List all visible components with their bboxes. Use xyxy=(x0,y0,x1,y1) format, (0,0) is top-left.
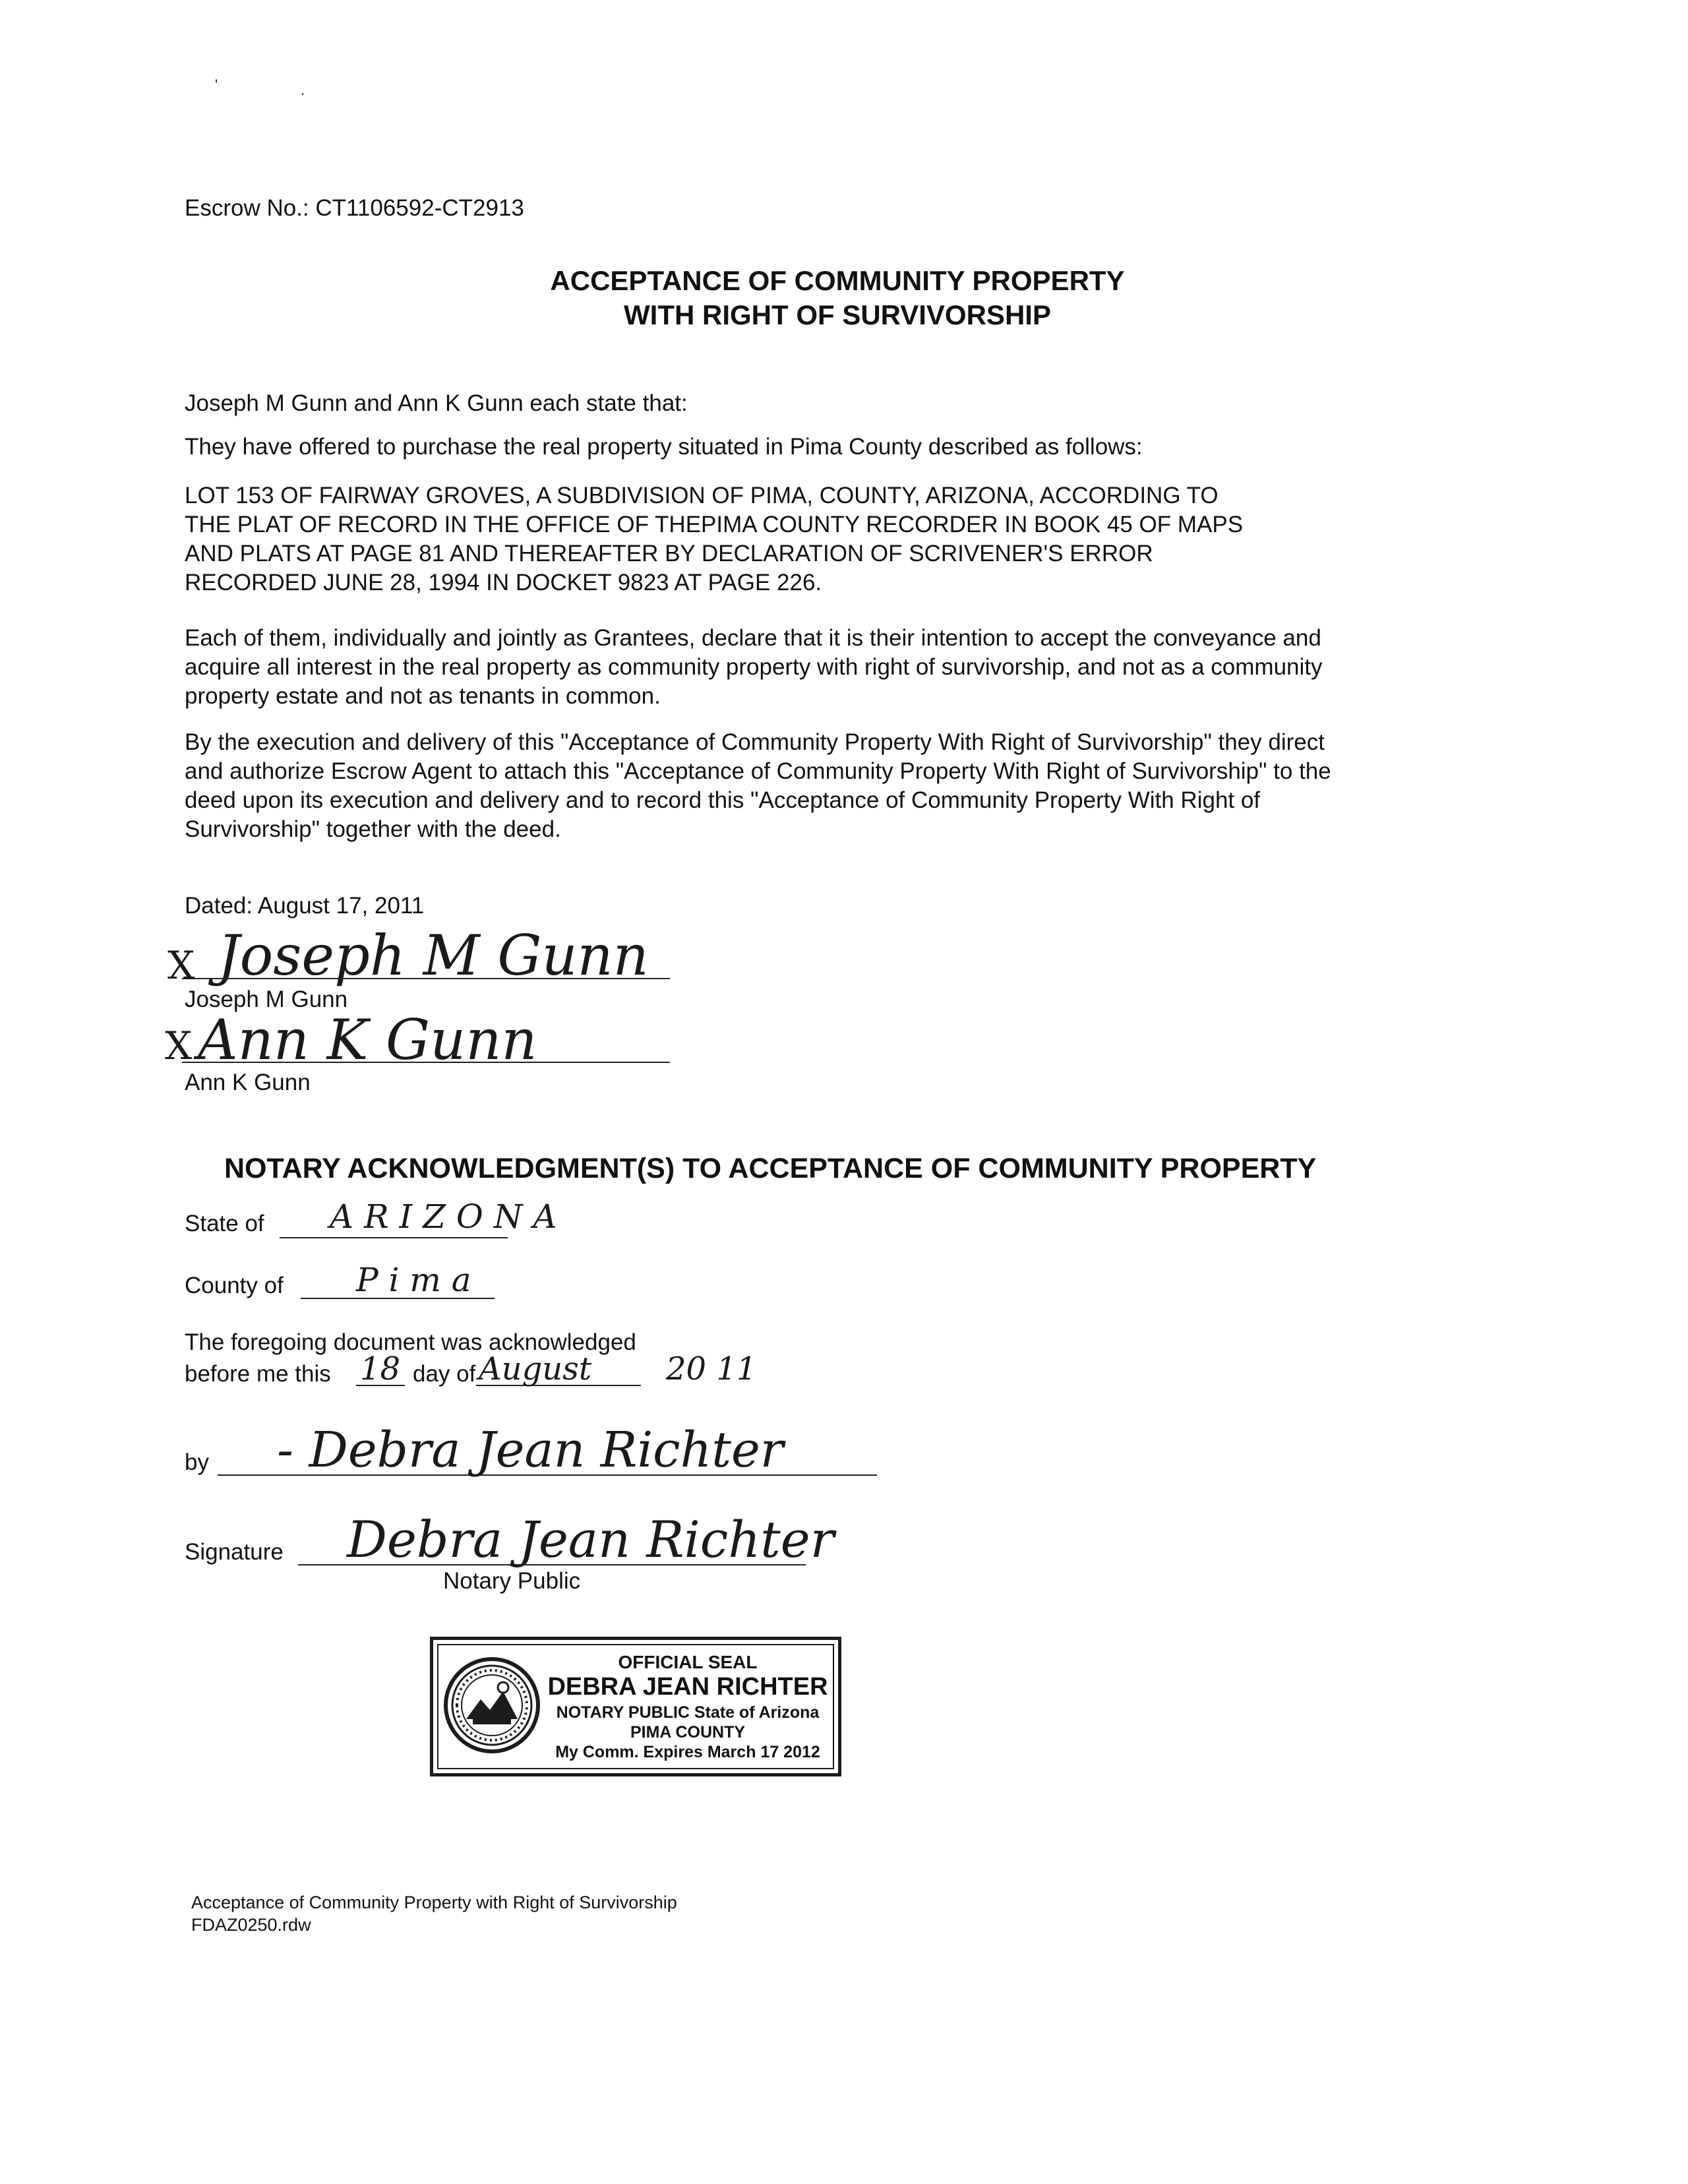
seal-county: PIMA COUNTY xyxy=(630,1723,746,1742)
execution-paragraph xyxy=(185,728,1331,844)
signer-1-mark: X xyxy=(167,943,195,988)
escrow-number: CT1106592-CT2913 xyxy=(315,195,524,221)
ack-line-1: The foregoing document was acknowledged xyxy=(185,1329,636,1355)
legal-line-3: AND PLATS AT PAGE 81 AND THEREAFTER BY DECLARATION OF SCRIVENER'S ERROR xyxy=(185,541,1153,566)
dated-line xyxy=(185,892,424,921)
county-label: County of xyxy=(185,1273,284,1298)
signer-2-signature: Ann K Gunn xyxy=(198,1008,537,1072)
year-value: 20 11 xyxy=(666,1350,757,1387)
declaration-line-1: Each of them, individually and jointly as Grantees, declare that it is their intention to accept the conveyance and xyxy=(185,625,1321,651)
signer-1-signature-line xyxy=(182,978,670,979)
legal-description xyxy=(185,481,1243,597)
footer-form-code: FDAZ0250.rdw xyxy=(191,1915,311,1935)
offer-statement: They have offered to purchase the real property situated in Pima County described as follows: xyxy=(185,434,1143,460)
declaration-paragraph xyxy=(185,624,1323,711)
execution-line-1: By the execution and delivery of this "Acceptance of Community Property With Right of Survivorship" they direct xyxy=(185,729,1325,755)
seal-notary-state: NOTARY PUBLIC State of Arizona xyxy=(556,1703,820,1722)
signer-1-name: Joseph M Gunn xyxy=(185,986,348,1012)
state-value: A R I Z O N A xyxy=(330,1198,557,1236)
document-title xyxy=(369,264,1306,332)
signer-2-name: Ann K Gunn xyxy=(185,1070,311,1095)
seal-title: OFFICIAL SEAL xyxy=(618,1652,758,1672)
dated-label: Dated: xyxy=(185,893,253,919)
seal-notary-name: DEBRA JEAN RICHTER xyxy=(547,1673,828,1701)
document-footer xyxy=(191,1891,677,1936)
intro-statement: Joseph M Gunn and Ann K Gunn each state that: xyxy=(185,390,688,416)
official-seal-stamp xyxy=(430,1637,841,1776)
dated-value: August 17, 2011 xyxy=(257,893,425,919)
escrow-label: Escrow No.: xyxy=(185,195,309,221)
execution-line-3: deed upon its execution and delivery and to record this "Acceptance of Community Property With Right of xyxy=(185,787,1261,813)
signature-label: Signature xyxy=(185,1539,284,1565)
notary-signature: Debra Jean Richter xyxy=(347,1510,835,1569)
day-value: 18 xyxy=(360,1350,401,1387)
ack-line-2 xyxy=(185,1360,331,1389)
signer-2-signature-line xyxy=(182,1062,670,1063)
by-value: - Debra Jean Richter xyxy=(277,1422,784,1478)
footer-form-title: Acceptance of Community Property with Right of Survivorship xyxy=(191,1893,677,1912)
title-line-2: WITH RIGHT OF SURVIVORSHIP xyxy=(624,299,1051,330)
escrow-number-line xyxy=(185,194,524,223)
state-line xyxy=(280,1237,508,1238)
title-line-1: ACCEPTANCE OF COMMUNITY PROPERTY xyxy=(550,265,1125,296)
by-label: by xyxy=(185,1449,209,1475)
legal-line-4: RECORDED JUNE 28, 1994 IN DOCKET 9823 AT PAGE 226. xyxy=(185,570,822,595)
execution-line-2: and authorize Escrow Agent to attach this "Acceptance of Community Property With Right of Survivorship" to the xyxy=(185,758,1331,784)
legal-line-2: THE PLAT OF RECORD IN THE OFFICE OF THEPIMA COUNTY RECORDER IN BOOK 45 OF MAPS xyxy=(185,512,1244,537)
arizona-seal-emblem xyxy=(442,1656,541,1755)
declaration-line-3: property estate and not as tenants in common. xyxy=(185,683,661,709)
declaration-line-2: acquire all interest in the real property as community property with right of survivorship, and not as a community xyxy=(185,654,1323,680)
seal-commission-expiry: My Comm. Expires March 17 2012 xyxy=(555,1743,820,1761)
execution-line-4: Survivorship" together with the deed. xyxy=(185,816,561,842)
legal-line-1: LOT 153 OF FAIRWAY GROVES, A SUBDIVISION OF PIMA, COUNTY, ARIZONA, ACCORDING TO xyxy=(185,483,1219,508)
day-of-label: day of xyxy=(413,1361,476,1387)
scan-mark-1: ' xyxy=(215,76,218,93)
notary-heading: NOTARY ACKNOWLEDGMENT(S) TO ACCEPTANCE OF COMMUNITY PROPERTY xyxy=(224,1153,1317,1184)
scan-mark-2: . xyxy=(301,82,305,98)
month-value: August xyxy=(479,1350,592,1387)
state-label: State of xyxy=(185,1211,264,1236)
county-value: P i m a xyxy=(356,1261,471,1299)
signer-2-mark: X xyxy=(165,1023,193,1068)
signer-1-signature: Joseph M Gunn xyxy=(218,923,649,988)
notary-public-label: Notary Public xyxy=(443,1568,581,1594)
ack-before-label: before me this xyxy=(185,1361,331,1387)
